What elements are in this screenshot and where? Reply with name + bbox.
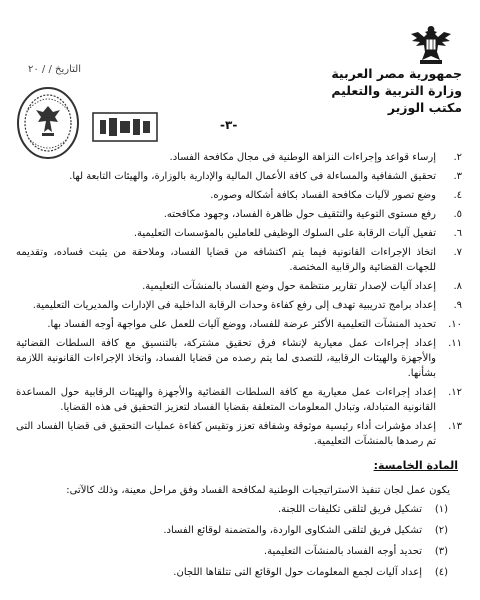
- clause-item: [16, 226, 462, 241]
- article-intro: يكون عمل لجان تنفيذ الاستراتيجيات الوطنية لمكافحة الفساد وفق مراحل معينة، وذلك كالآتى:: [66, 485, 450, 496]
- clause-number: ٦.: [453, 228, 462, 239]
- clause-text: إعداد إجراءات عمل معيارية مع كافة السلطات القضائية والأجهزة والهيئات الرقابية حول المساعدة القانونية المتبادلة، وتبادل المعلومات المتعلقة بقضايا الفساد لتعزيز التحقيق فى هذه القضايا.: [16, 387, 436, 413]
- clause-number: ٧.: [453, 247, 462, 258]
- clause-number: ٣.: [453, 171, 462, 182]
- clause-text: إعداد آليات لإصدار تقارير منتظمة حول وضع الفساد بالمنشآت التعليمية.: [142, 281, 436, 292]
- subitem-text: تشكيل فريق لتلقى تكليفات اللجنة.: [277, 504, 422, 515]
- clause-item: [16, 385, 462, 415]
- clause-number: ٥.: [453, 209, 462, 220]
- clause-text: اتخاذ الإجراءات القانونية فيما يتم اكتشافه من قضايا الفساد، وملاحقة من يثبت فساده، وتقديمه للجهات القضائية والرقابية المختصة.: [16, 247, 436, 273]
- clause-item: [16, 298, 462, 313]
- clause-text: تفعيل آليات الرقابة على السلوك الوظيفى للعاملين بالمؤسسات التعليمية.: [133, 228, 436, 239]
- clause-item: [16, 336, 462, 381]
- clause-item: [16, 207, 462, 222]
- clause-number: ١٢.: [448, 387, 462, 398]
- clause-item: [16, 169, 462, 184]
- article-subitem: [28, 566, 448, 580]
- oval-seal-icon: [16, 86, 80, 160]
- clause-number: ٢.: [453, 152, 462, 163]
- clause-text: رفع مستوى التوعية والتثقيف حول ظاهرة الفساد، وجهود مكافحته.: [163, 209, 436, 220]
- clause-item: [16, 317, 462, 332]
- header-ministry: وزارة التربية والتعليم: [331, 83, 462, 98]
- clause-item: [16, 419, 462, 449]
- clause-number: ١١.: [448, 338, 462, 349]
- header-country: جمهورية مصر العربية: [331, 66, 462, 81]
- article-subitem-list: [28, 503, 448, 587]
- rectangular-stamp-icon: [92, 112, 158, 142]
- header-office: مكتب الوزير: [387, 100, 462, 115]
- clause-text: وضع تصور لآليات مكافحة الفساد بكافة أشكاله وصوره.: [210, 190, 436, 201]
- clause-text: تحقيق الشفافية والمساءلة فى كافة الأعمال المالية والإدارية بالوزارة، والهيئات التابعة لها.: [69, 171, 436, 182]
- clause-text: إرساء قواعد وإجراءات النزاهة الوطنية فى مجال مكافحة الفساد.: [169, 152, 436, 163]
- clause-number: ٨.: [453, 281, 462, 292]
- subitem-text: تشكيل فريق لتلقى الشكاوى الواردة، والمتضمنة لوقائع الفساد.: [163, 525, 422, 536]
- clause-number: ١٣.: [448, 421, 462, 432]
- subitem-text: تحديد أوجه الفساد بالمنشآت التعليمية.: [263, 546, 422, 557]
- subitem-number: (٢): [434, 525, 448, 536]
- clause-item: [16, 279, 462, 294]
- eagle-emblem-icon: [408, 22, 454, 66]
- clause-number: ٩.: [453, 300, 462, 311]
- clause-number: ١٠.: [448, 319, 462, 330]
- clause-list: [16, 150, 462, 453]
- article-title: المادة الخامسة:: [373, 459, 458, 472]
- clause-item: [16, 188, 462, 203]
- article-subitem: [28, 545, 448, 559]
- subitem-number: (٤): [434, 567, 448, 578]
- clause-text: إعداد مؤشرات أداء رئيسية موثوقة وشفافة تعزز وتقيس كفاءة عمليات التحقيق فى قضايا الفساد التى تم رصدها بالمنشآت التعليمية.: [16, 421, 436, 447]
- clause-text: إعداد إجراءات عمل معيارية لإنشاء فرق تحقيق مشتركة، بالتنسيق مع كافة السلطات القضائية والأجهزة والهيئات الرقابية، للتصدى لما يتم رصده من قضايا الفساد، واتخاذ الإجراءات القانونية اللازمة بشأنها.: [16, 338, 436, 379]
- subitem-number: (٣): [434, 546, 448, 557]
- article-subitem: [28, 503, 448, 517]
- article-subitem: [28, 524, 448, 538]
- subitem-text: إعداد آليات لجمع المعلومات حول الوقائع التى تتلقاها اللجان.: [173, 567, 422, 578]
- clause-text: تحديد المنشآت التعليمية الأكثر عرضة للفساد، ووضع آليات للعمل على مواجهة أوجه الفساد بها.: [47, 319, 436, 330]
- clause-item: [16, 150, 462, 165]
- subitem-number: (١): [434, 504, 448, 515]
- page-number: -٣-: [220, 118, 238, 132]
- clause-text: إعداد برامج تدريبية تهدف إلى رفع كفاءة وحدات الرقابة الداخلية فى الإدارات والمديريات التعليمية.: [32, 300, 436, 311]
- clause-item: [16, 245, 462, 275]
- date-line: التاريخ / / ٢٠: [28, 64, 81, 75]
- clause-number: ٤.: [453, 190, 462, 201]
